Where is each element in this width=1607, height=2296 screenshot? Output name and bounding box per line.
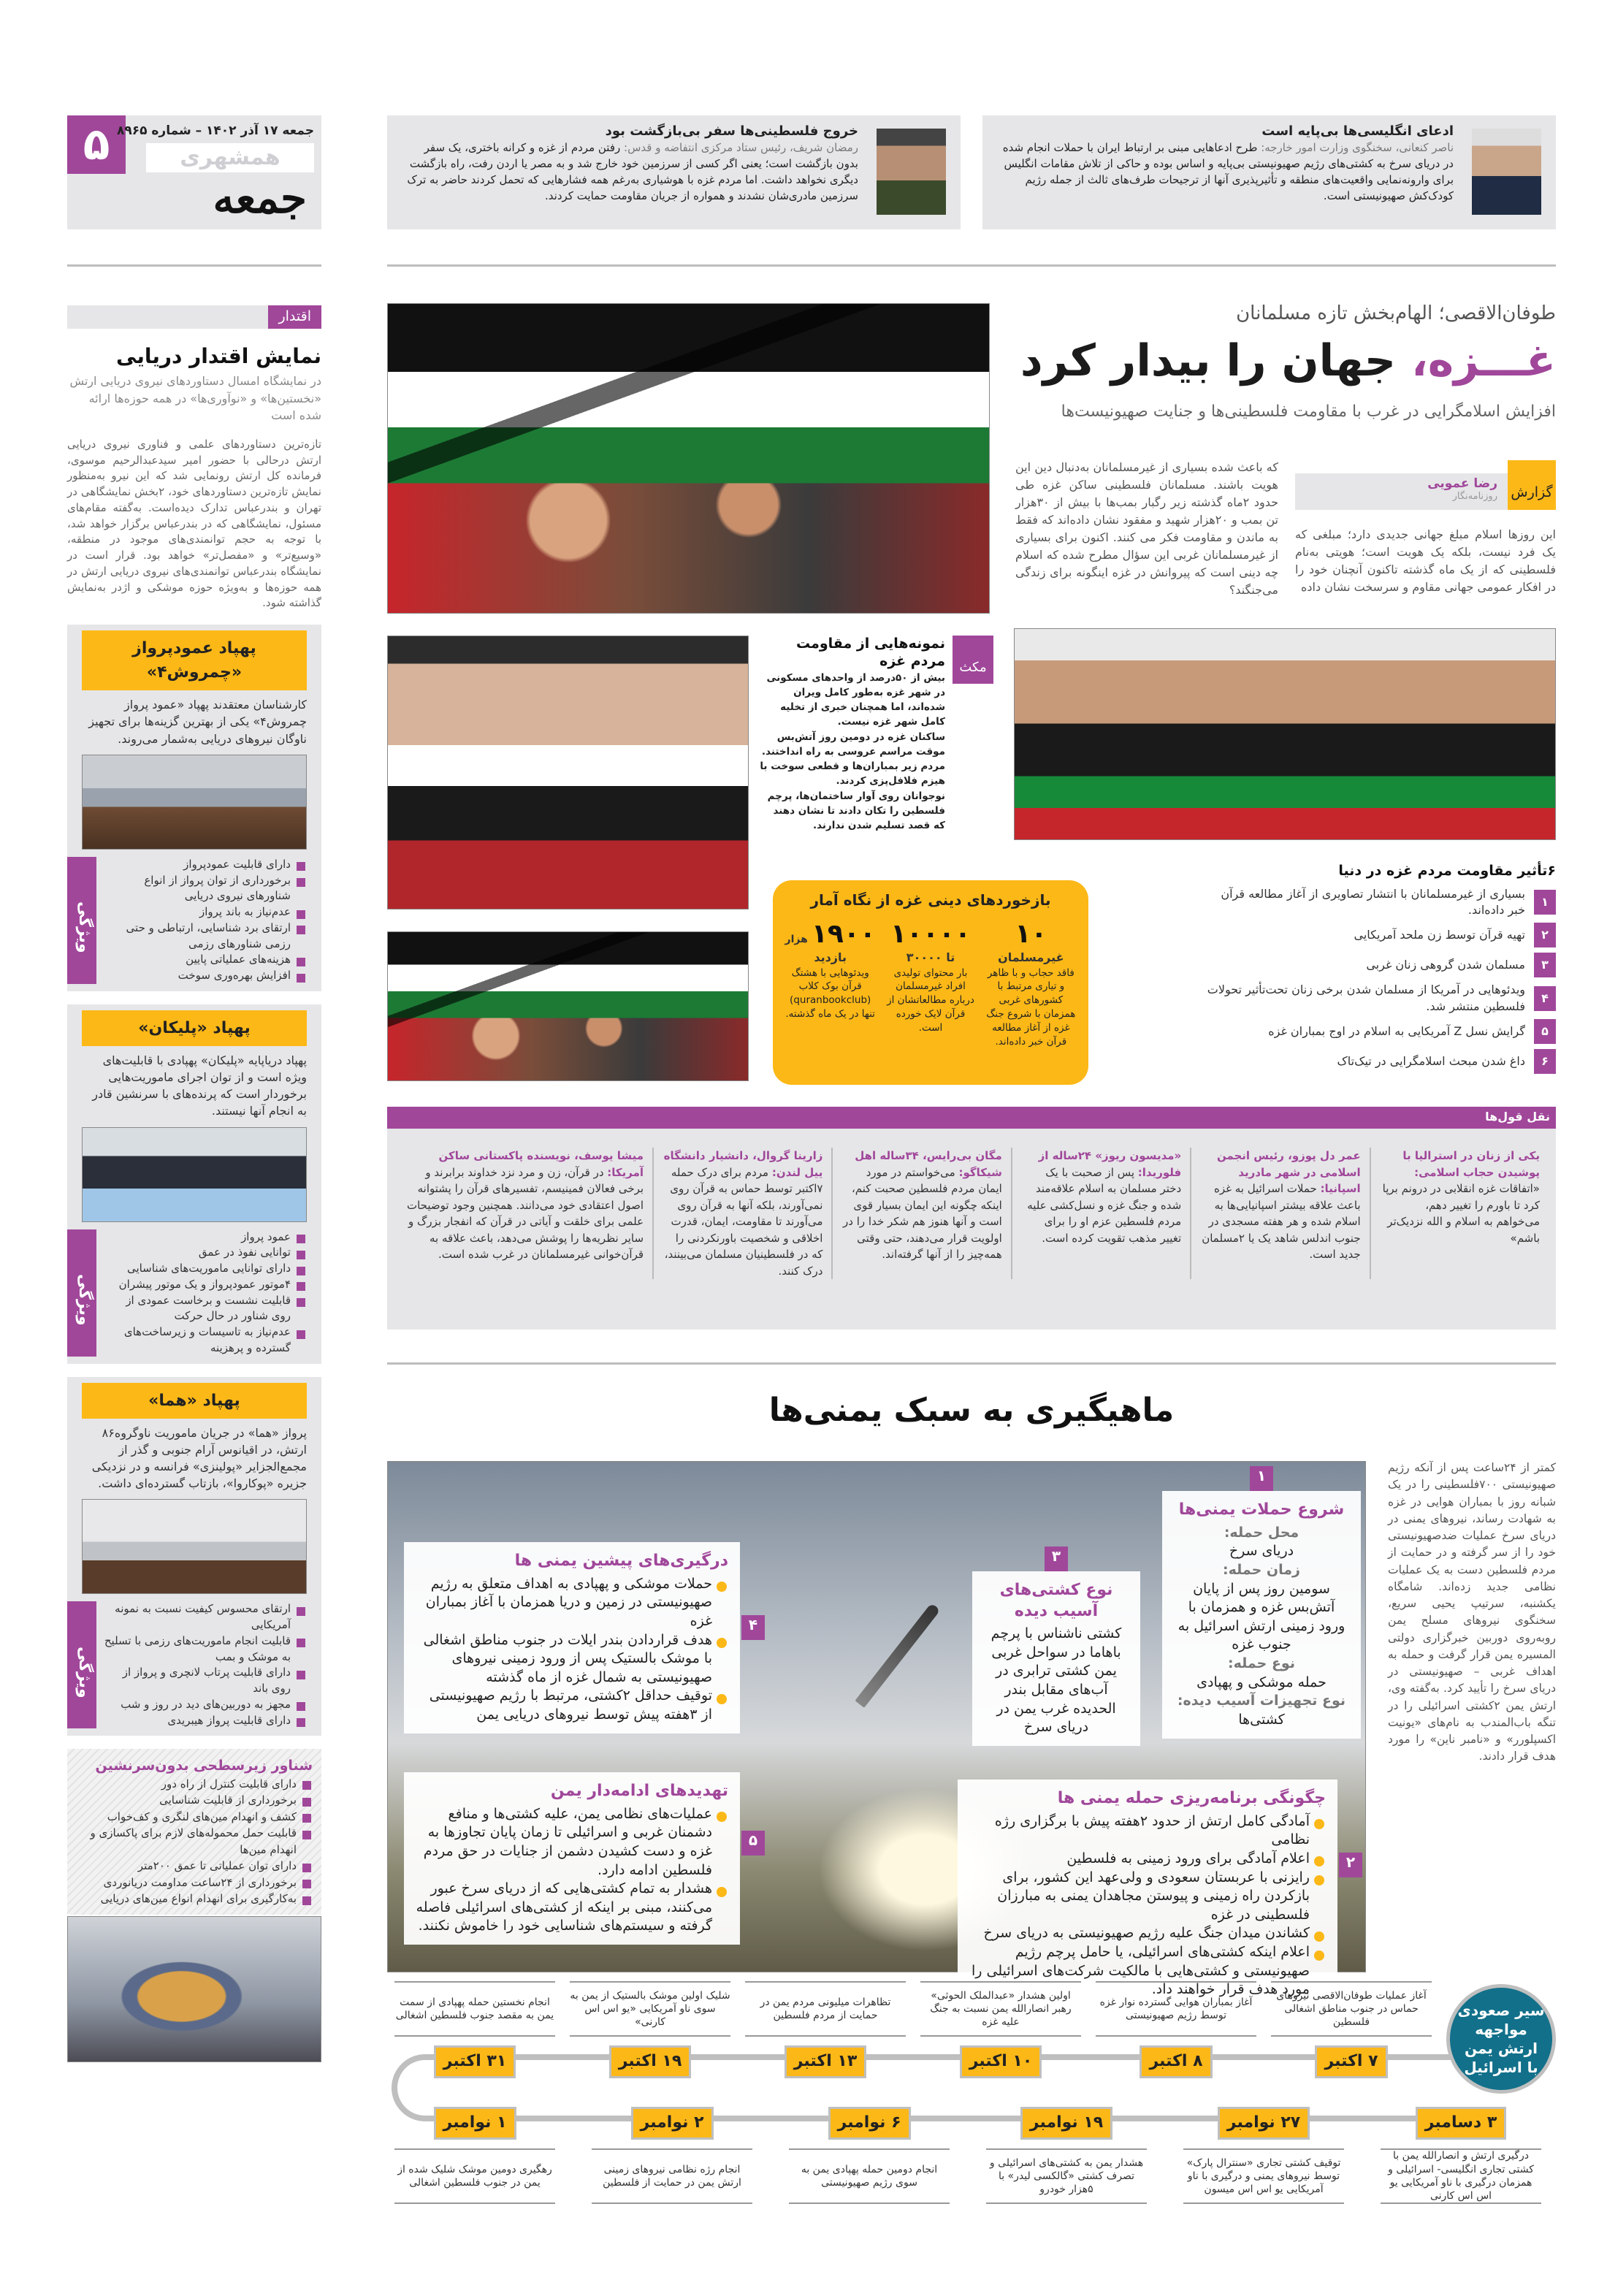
timeline-caption: انجام دومین حمله پهپادی یمن به سوی رژیم صهیونیستی — [789, 2148, 950, 2204]
effects-title: ۶تأثیر مقاومت مردم غزه در دنیا — [1338, 863, 1556, 879]
effect-number: ۱ — [1534, 890, 1556, 915]
sidebar-title: نمایش اقتدار دریایی — [116, 344, 321, 368]
box-list-item: هشدار به تمام کشتی‌هایی که از دریای سرخ عبور می‌کنند، مبنی بر اینکه از کشتی‌های اسرائیلی فاصله گرفته و سیستم‌های شناسایی خود را خاموش نکنند. — [416, 1880, 728, 1936]
timeline-caption: رهگیری دومین موشک شلیک شده از یمن در جنوب فلسطین اشغالی — [394, 2148, 555, 2204]
box-number: ۲ — [1339, 1853, 1362, 1877]
timeline-event — [745, 1981, 906, 2078]
timeline-caption: آغاز عملیات طوفان‌الاقصی نیروهای حماس در جنوب مناطق اشغالی فلسطین — [1271, 1981, 1432, 2037]
quotes-columns — [387, 1148, 1556, 1279]
box-title: پهپاد «هما» — [82, 1383, 307, 1419]
divider — [387, 264, 1556, 267]
timeline-event — [1096, 1981, 1256, 2078]
quote-author: «مدیسون ریوز» ۲۴ساله از فلوریدا: — [1038, 1149, 1182, 1179]
quote-author: عمر دل پوزو، رئیس انجمن اسلامی در شهر مادرید اسپانیا: — [1216, 1149, 1361, 1195]
timeline-event — [394, 1981, 555, 2078]
feature-item: توانایی نفوذ در عمق — [104, 1245, 307, 1261]
box-title: پهپاد «پلیکان» — [82, 1010, 307, 1046]
article-body-right: این روزها اسلام مبلغ جهانی جدیدی دارد؛ مبلغی که یک فرد نیست، بلکه یک هویت است؛ هویتی به‌نام فلسطینی که از یک ماه گذشته تاکنون آنچنان خود را در افکار عمومی جهانی مقاوم و سرسخت نشان داده — [1295, 527, 1556, 594]
drone-photo — [82, 1127, 307, 1222]
features-tab: ویژگی — [67, 1229, 96, 1357]
quote-text: حملات اسرائیل به غزه باعث علاقه بیشتر اسپانیایی‌ها به اسلام شده و هر هفته مسجدی در جنوب اندلس شاهد یک یا ۲مسلمان جدید است. — [1202, 1182, 1361, 1261]
timeline-date: ۱۹ اکتبر — [609, 2045, 692, 2078]
feature-item: دارای قابلیت عمودپرواز — [104, 857, 307, 873]
drone-box-homa — [67, 1377, 321, 1736]
pause-box — [760, 636, 993, 833]
quote-item — [1190, 1148, 1369, 1279]
value: کشتی‌ها — [1238, 1712, 1285, 1728]
info-box-5 — [404, 1772, 758, 1945]
effect-number: ۲ — [1534, 923, 1556, 947]
timeline-date: ۳ دسامبر — [1416, 2107, 1507, 2140]
stat-value: ۱۰ — [1015, 919, 1047, 949]
label: زمان حمله: — [1223, 1561, 1300, 1578]
timeline-caption: توقیف کشتی تجاری «سنترال پارک» توسط نیروهای یمنی و درگیری با ناو آمریکایی یو اس اس میسون — [1183, 2148, 1344, 2204]
feature-item: دارای قابلیت پرتاب لانچری و پرواز از روی باند — [104, 1665, 307, 1697]
feature-item: عدم‌نیاز به تاسیسات و زیرساخت‌های گسترده و پرهزینه — [104, 1324, 307, 1357]
feature-item: برخورداری از قابلیت شناسایی — [76, 1792, 313, 1809]
top-news-left — [387, 115, 961, 229]
feature-item: ارتقای برد شناسایی، ارتباطی و حتی رزمی شناورهای رزمی — [104, 920, 307, 953]
protest-photo-crowd — [387, 931, 749, 1081]
box-list — [969, 1812, 1326, 1999]
features-tab: ویژگی — [67, 857, 96, 984]
timeline-event — [789, 2107, 950, 2204]
stat-item — [783, 920, 877, 1049]
quote-item — [1011, 1148, 1190, 1279]
author-role: روزنامه‌نگار — [1452, 491, 1497, 503]
pause-item: نوجوانان روی آوار ساختمان‌ها، پرچم فلسطین را تکان دادند تا نشان دهند که قصد تسلیم شدن ندارند. — [767, 790, 945, 831]
timeline-caption: انجام رژه نظامی نیروهای زمینی ارتش یمن در حمایت از فلسطین — [592, 2148, 752, 2204]
stat-value: ۱۰۰۰۰ — [890, 919, 971, 949]
feature-item: قابلیت انجام ماموریت‌های رزمی با تسلیح به موشک و بمب — [104, 1633, 307, 1666]
timeline-event — [920, 1981, 1081, 2078]
pause-title: نمونه‌هایی از مقاومت مردم غزه — [795, 636, 945, 669]
effect-number: ۶ — [1534, 1049, 1556, 1074]
info-box-3 — [972, 1547, 1140, 1746]
pause-item: ساکنان غزه در دومین روز آتش‌بس موقت مراسم عروسی به راه انداختند. — [761, 731, 945, 758]
timeline-event — [1183, 2107, 1344, 2204]
drone-photo — [82, 1499, 307, 1594]
timeline-event — [1381, 2107, 1541, 2204]
feature-item: قابلیت حمل محموله‌های لازم برای پاکسازی و انهدام مین‌ها — [76, 1825, 313, 1858]
headline-block — [1015, 300, 1556, 424]
underwater-box — [67, 1749, 321, 1915]
box-number: ۳ — [1045, 1546, 1068, 1571]
timeline-caption: هشدار یمن به کشتی‌های اسرائیلی و تصرف کشتی «گالکسی لیدر» با ۵هزار خودرو — [986, 2148, 1147, 2204]
paper-logo: همشهری — [146, 143, 314, 172]
pause-item: مردم زیر بمباران‌ها و قطعی سوخت با هیزم فلافل‌پزی کردند. — [760, 760, 945, 787]
box-title: چگونگی برنامه‌ریزی حمله یمنی ها — [1057, 1789, 1326, 1807]
news-title: خروج فلسطینی‌ها سفر بی‌بازگشت بود — [605, 123, 858, 139]
effect-text: داغ شدن مبحث اسلامگرایی در تیک‌تاک — [1337, 1054, 1525, 1069]
page-number: ۵ — [67, 115, 126, 174]
author-name: رضا عمویی — [1427, 476, 1497, 491]
quote-item — [394, 1148, 652, 1279]
stat-value: ۱۹۰۰ — [811, 919, 876, 949]
feature-item: دارای قابلیت پرواز هیبریدی — [104, 1713, 307, 1729]
photo-kanani — [1472, 129, 1541, 215]
timeline-caption: شلیک اولین موشک بالستیک از یمن به سوی ناو آمریکایی «یو اس اس کارنی» — [570, 1981, 730, 2037]
stat-item — [984, 920, 1078, 1049]
box-list-item: توقیف حداقل ۲کشتی، مرتبط با رژیم صهیونیستی از ۳هفته پیش توسط نیروهای دریایی یمن — [416, 1687, 728, 1724]
box-list-item: عملیات‌های نظامی یمن، علیه کشتی‌ها و منافع دشمنان غربی و اسرائیلی تا زمان پایان تجاوزها به غزه و دست کشیدن دشمن از جنایات در حق مردم فلسطین ادامه دارد. — [416, 1805, 728, 1880]
label: نوع حمله: — [1228, 1655, 1295, 1672]
quote-text: مردم برای درک حمله ۷اکتبر توسط حماس به قرآن روی نمی‌آورند، بلکه آنها به قرآن روی می‌آورند تا مقاومت، ایمان، قدرت اخلاقی و شخصیت باورنکردنی را که در فلسطینیان مسلمان می‌بینند، درک کنند. — [664, 1165, 823, 1278]
yemen-body: کمتر از ۲۴ساعت پس از آنکه رژیم صهیونیستی ۷۰۰فلسطینی را در یک شبانه روز با بمباران هوایی در غزه به شهادت رساند، نیروهای یمنی در دریای سرخ عملیات ضدصهیونیستی خود را از سر گرفته و در حمایت از مردم فلسطین دست به یک عملیات نظامی جدید زده‌اند. شامگاه یکشنبه، سرتیپ یحیی سریع، سخنگوی نیروهای مسلح یمن روبه‌روی دوربین خبرگزاری دولتی المسیره یمن قرار گرفت و حمله به اهداف غربی – صهیونیستی در دریای سرخ را تأیید کرد. به‌گفته وی، ارتش یمن ۲کشتی اسرائیلی را در تنگه باب‌المندب به نام‌های «یونیت اکسپلورر» و «نامبر ناین» را مورد هدف قرار دادند. — [1388, 1461, 1556, 1763]
box-title: نوع کشتی‌های آسیب دیده — [999, 1581, 1113, 1620]
feature-item: دارای قابلیت کنترل از راه دور — [76, 1776, 313, 1793]
feature-item: دارای توان عملیاتی تا عمق ۲۰۰متر — [76, 1858, 313, 1874]
sidebar-lead: در نمایشگاه امسال دستاوردهای نیروی دریایی ارتش «نخستین‌ها» و «نوآوری‌ها» در همه حوزه‌ها ارائه شده است — [69, 374, 321, 422]
stat-item — [883, 920, 977, 1049]
sidebar-article — [67, 305, 321, 611]
box-number: ۱ — [1250, 1466, 1273, 1491]
drone-box-pelican — [67, 1004, 321, 1364]
box-list-item: رایزنی با عربستان سعودی و ولی‌عهد این کشور، برای بازکردن راه زمینی و پیوستن مجاهدان یمنی به مبارزان فلسطینی در غزه — [969, 1869, 1326, 1925]
missile-infographic — [387, 1461, 1366, 1998]
box-list-item: کشاندن میدان جنگ علیه رژیم صهیونیستی به دریای سرخ — [969, 1924, 1326, 1943]
stats-title: بازخوردهای دینی غزه از نگاه آمار — [810, 891, 1051, 909]
timeline-date: ۲ نوامبر — [631, 2107, 714, 2140]
protest-photo-main — [387, 303, 990, 614]
box-text: پرواز «هما» در جریان ماموریت ناوگروه۸۶ ارتش، در اقیانوس آرام جنوبی و گذر از مجمع‌الجزایر «پولینزی» فرانسه و در نزدیکی جزیره «پوکاروا»، بازتاب گسترده‌ای داشت. — [91, 1425, 307, 1491]
timeline-event — [592, 2107, 752, 2204]
divider — [67, 264, 321, 267]
headline-accent: غـــزه، — [1411, 335, 1556, 386]
quote-item — [652, 1148, 831, 1279]
kicker: طوفان‌الاقصی؛ الهام‌بخش تازه مسلمانان — [1236, 302, 1556, 324]
timeline-date: ۱۳ اکتبر — [785, 2045, 867, 2078]
timeline-title-text: سیر صعودی مواجهه ارتش یمن با اسرائیل — [1457, 2002, 1545, 2076]
stat-label: غیرمسلمان — [998, 950, 1064, 964]
timeline-event — [570, 1981, 730, 2078]
feature-item: برخورداری از توان پرواز از انواع شناورهای نیروی دریایی — [104, 873, 307, 905]
feature-item: کشف و انهدام مین‌های لنگری و کف‌خواب — [76, 1809, 313, 1826]
masthead — [67, 115, 321, 229]
drone-photo — [82, 755, 307, 850]
box-list — [416, 1805, 728, 1936]
headline-rest: جهان را بیدار کرد — [1020, 335, 1397, 386]
timeline-event — [1271, 1981, 1432, 2078]
pause-tag: مکث — [953, 636, 993, 684]
quote-text: می‌خواستم در مورد ایمان مردم فلسطین صحبت کنم، اینکه چگونه این ایمان بسیار قوی است و آنها هنوز هم شکر خدا را در اولویت قرار می‌دهند، حتی وقتی همه‌چیز را از آنها گرفته‌اند. — [843, 1165, 1002, 1261]
protest-photo-women — [387, 636, 749, 909]
effect-number: ۵ — [1534, 1019, 1556, 1044]
effect-item — [1205, 922, 1556, 948]
effect-item — [1205, 1048, 1556, 1075]
news-title: ادعای انگلیسی‌ها بی‌پایه است — [1261, 123, 1454, 139]
box-number: ۴ — [741, 1615, 765, 1640]
top-news-right — [982, 115, 1556, 229]
timeline-date: ۶ نوامبر — [828, 2107, 911, 2140]
quotes-tag: نقل قول‌ها — [1485, 1110, 1550, 1124]
article-body-left: که باعث شده بسیاری از غیرمسلمانان به‌دنبال دین این هویت باشند. مسلمانان فلسطینی ساکن غزه طی حدود ۲ماه گذشته زیر رگبار بمب‌ها با بیش از ۳۰هزار تن بمب و ۲۰هزار شهید و مفقود نشان داده‌اند که فقط به ماندن و مقاومت فکر می کنند. اکنون برای بسیاری از غیرمسلمانان غربی این سؤال مطرح شده که اسلام چه دینی است که پیروانش در غزه اینگونه برای زندگی می‌جنگند؟ — [1015, 460, 1278, 597]
effect-item — [1205, 952, 1556, 978]
quotes-section — [387, 1107, 1556, 1330]
info-box-2 — [958, 1780, 1356, 2008]
effect-text: مسلمان شدن گروهی زنان غربی — [1366, 958, 1525, 972]
feature-list — [104, 1601, 307, 1728]
timeline — [387, 1981, 1556, 2200]
timeline-caption: اولین هشدار «عبدالملک الحوثی» رهبر انصارالله یمن نسبت به جنگ علیه غزه — [920, 1981, 1081, 2037]
stat-text: فاقد حجاب و با ظاهر و تیاری مرتبط با کشورهای غربی همزمان با شروع جنگ غزه از آغاز مطالعه قرآن خبر داده‌اند. — [986, 966, 1076, 1048]
features-tab: ویژگی — [67, 1601, 96, 1728]
timeline-event — [394, 2107, 555, 2204]
effect-text: ویدئوهایی در آمریکا از مسلمان شدن برخی زنان تحت‌تأثیر تحولات فلسطین منتشر شد. — [1207, 983, 1525, 1013]
feature-item: به‌کارگیری برای انهدام انواع مین‌های دریایی — [76, 1891, 313, 1907]
box-list-item: هدف قراردادن بندر ایلات در جنوب مناطق اشغالی با موشک بالستیک پس از ورود زمینی نیروهای صهیونیستی به شمال غزه از ماه گذشته — [416, 1631, 728, 1687]
news-speaker: ناصر کنعانی، سخنگوی وزارت امور خارجه: — [1261, 141, 1454, 155]
divider — [387, 1362, 1556, 1365]
pause-items — [760, 671, 945, 834]
news-text: رفتن مردم از غزه و کرانه باختری، یک سفر بدون بازگشت است؛ یعنی اگر کسی از سرزمین خود خارج شد و به مصر یا اردن رفت، راه بازگشت دیگری نخواهد داشت. اما مردم غزه با هوشیاری به‌رغم همه فشارهایی که تحمل کردند حاضر به ترک سرزمین مادری‌شان نشدند و همواره از جریان مقاومت حمایت کردند. — [407, 141, 858, 202]
feature-list — [104, 1229, 307, 1357]
box-title: شروع حملات یمنی‌ها — [1178, 1500, 1345, 1519]
drone-box-chamrosh — [67, 625, 321, 991]
effect-item — [1205, 982, 1556, 1015]
effect-text: بسیاری از غیرمسلمانان با انتشار تصاویری از آغاز مطالعه قرآن خبر داده‌اند. — [1221, 886, 1525, 918]
timeline-title — [1446, 1984, 1556, 2094]
effect-text: گرایش نسل Z آمریکایی به اسلام در اوج بمباران غزه — [1268, 1024, 1525, 1039]
protest-photo-right — [1014, 628, 1556, 840]
box-text: کارشناسان معتقدند پهپاد «عمود پرواز چمروش۴» یکی از بهترین گزینه‌ها برای تجهیز ناوگان نیروهای دریایی به‌شمار می‌روند. — [88, 698, 307, 746]
feature-item: دارای توانایی ماموریت‌های شناسایی — [104, 1261, 307, 1277]
stat-label: بازدید — [814, 950, 847, 964]
box-list-item: اعلام اینکه کشتی‌های اسرائیلی، یا حامل پرچم رژیم صهیونیستی و کشتی‌هایی با مالکیت شرکت‌های اسرائیلی را مورد هدف قرار خواهند داد. — [969, 1943, 1326, 1999]
info-box-4 — [404, 1542, 758, 1734]
feature-list — [104, 857, 307, 984]
effect-text: تهیه قرآن توسط زن ملحد آمریکایی — [1354, 928, 1525, 942]
value: حمله موشکی و پهپادی — [1196, 1674, 1327, 1690]
box-list-item: اعلام آمادگی برای ورود زمینی به فلسطین — [969, 1850, 1326, 1869]
box-list — [416, 1575, 728, 1725]
timeline-event — [986, 2107, 1147, 2204]
feature-item: افزایش بهره‌وری سوخت — [104, 968, 307, 984]
effect-item — [1205, 886, 1556, 919]
box-title: پهپاد عمودپرواز «چمروش۴» — [82, 630, 307, 690]
box-text: پهپاد دریاپایه «پلیکان» پهپادی با قابلیت‌های ویژه است و از توان اجرای ماموریت‌هایی برخوردار است که پرنده‌های با سرنشین قادر به انجام آنها نیستند. — [92, 1053, 307, 1118]
info-box-1 — [1162, 1467, 1361, 1739]
subhead: افزایش اسلامگرایی در غرب با مقاومت فلسطینی‌ها و جنایت صهیونیست‌ها — [1061, 403, 1556, 421]
value: سومین روز پس از پایان آتش‌بس غزه و همزمان با ورود زمینی ارتش اسرائیل به جنوب غزه — [1177, 1580, 1345, 1653]
timeline-date: ۸ اکتبر — [1140, 2045, 1212, 2078]
timeline-caption: انجام نخستین حمله پهپادی از سمت یمن به مقصد جنوب فلسطین اشغالی — [394, 1981, 555, 2037]
box-list-item: حملات موشکی و پهپادی به اهداف متعلق به رژیم صهیونیستی در زمین و دریا همزمان با آغاز بمباران غزه — [416, 1575, 728, 1631]
feature-item: برخورداری از ۲۴ساعت مداومت دریانوردی — [76, 1874, 313, 1891]
sidebar-body: تازه‌ترین دستاوردهای علمی و فناوری نیروی دریایی ارتش درحالی با حضور امیر سیدعبدالرحیم موسوی، فرمانده کل ارتش رونمایی شد که این نیرو به‌منظور نمایش تازه‌ترین دستاوردهای خود، ۲بخش نمایشگاهی در تهران و بندرعباس تدارک دیده‌است. به‌گفته مقام‌های مسئول، نمایشگاهی که در بندرعباس برگزار خواهد شد، با توجه به حجم توانمندی‌های موجود در منطقه، «وسیع‌تر» و «مفصل‌تر» خواهد بود. قرار است در نمایشگاه بندرعباس توانمندی‌های نیروی دریایی ارتش در همه حوزه‌ها و به‌ویژه حوزه موشکی و اژدر به‌نمایش گذاشته شود. — [67, 437, 321, 610]
quote-author: مگان بی‌رایس، ۳۴ساله اهل شیکاگو: — [855, 1149, 1002, 1179]
quote-author: یکی از زنان در استرالیا با پوشیدن حجاب اسلامی: — [1402, 1149, 1540, 1179]
stat-text: بار محتوای تولیدی افراد غیرمسلمان درباره مطالعاتشان از قرآن لایک خورده است. — [887, 966, 974, 1034]
timeline-top-row — [394, 1981, 1432, 2078]
timeline-date: ۲۷ نوامبر — [1218, 2107, 1310, 2140]
stats-box — [773, 880, 1088, 1085]
timeline-date: ۱۹ نوامبر — [1020, 2107, 1112, 2140]
timeline-bottom-row — [394, 2107, 1541, 2204]
feature-item: ۴موتور عمودپرواز و یک موتور پیشران — [104, 1277, 307, 1293]
feature-list — [76, 1776, 313, 1907]
news-text: طرح ادعاهایی مبنی بر ارتباط ایران با حملات انجام شده در دریای سرخ به کشتی‌های رژیم صهیونیستی بی‌پایه و اساس بوده و حاکی از تلاش مقامات انگلیس برای وارونه‌نمایی واقعیت‌های منطقه و تأثیرپذیری آنها از ترجیحات طرف‌های ثالث از جمله رژیم کودک‌کش صهیونیستی است. — [1002, 141, 1454, 202]
timeline-caption: درگیری ارتش و انصارالله یمن با کشتی تجاری انگلیسی- اسرائیلی و همزمان درگیری با ناو آمریکایی یو اس اس کارنی — [1381, 2148, 1541, 2204]
quote-text: در قرآن، زن و مرد نزد خداوند برابرند و برخی فعالان فمینیسم، تفسیرهای قرآن را پشتوانه اصول اعتقادی خود می‌دانند. همچنین وجود توضیحات علمی برای خلقت و آیاتی در قرآن که انفجار بزرگ و سایر نظریه‌ها را پوشش می‌دهد، باعث علاقه به قرآن‌خوانی غیرمسلمانان در غرب شده است. — [406, 1165, 644, 1261]
pause-item: بیش از ۵۰درصد از واحدهای مسکونی در شهر غزه به‌طور کامل ویران شده‌اند، اما همچنان خبری از تخلیه کامل شهر غزه نیست. — [766, 671, 945, 728]
stat-text: ویدئوهایی با هشتگ قرآن بوک کلاب (quranbookclub) تنها در یک ماه گذشته. — [785, 966, 875, 1021]
photo-sharif — [877, 129, 946, 215]
timeline-caption: آغاز بمباران هوایی گسترده نوار غزه توسط رژیم صهیونیستی — [1096, 1981, 1256, 2037]
feature-item: عدم‌نیاز به باند پرواز — [104, 904, 307, 920]
box-list-item: آمادگی کامل ارتش از حدود ۲هفته پیش با برگزاری رژه نظامی — [969, 1812, 1326, 1850]
timeline-caption: تظاهرات میلیونی مردم یمن در حمایت از مردم فلسطین — [745, 1981, 906, 2037]
missile-icon — [855, 1603, 940, 1708]
box-title: شناور زیرسطحی بدون‌سرنشین — [95, 1758, 313, 1774]
news-speaker: رمضان شریف، رئیس ستاد مرکزی انتفاضه و قدس: — [624, 141, 858, 155]
feature-item: عمود پرواز — [104, 1229, 307, 1246]
stat-unit: هزار — [785, 934, 808, 945]
box-number: ۵ — [741, 1831, 765, 1856]
timeline-date: ۱ نوامبر — [434, 2107, 516, 2140]
byline — [1295, 473, 1556, 510]
quote-item — [831, 1148, 1010, 1279]
section-tag: اقتدار — [268, 305, 321, 329]
report-tag: گزارش — [1508, 460, 1556, 510]
effect-item — [1205, 1018, 1556, 1045]
sidebar — [67, 305, 321, 2062]
section-title: جمعه — [213, 173, 307, 223]
quote-author: میشا یوسف، نویسنده پاکستانی ساکن آمریکا: — [438, 1149, 644, 1179]
timeline-date: ۱۰ اکتبر — [960, 2045, 1042, 2078]
quote-item — [1370, 1148, 1549, 1279]
label: محل حمله: — [1224, 1524, 1299, 1541]
quote-text: «اتفاقات غزه انقلابی در درونم برپا کرد تا باورم را تغییر دهم، می‌خواهم به اسلام و الله نزدیک‌تر باشم» — [1382, 1182, 1540, 1245]
yemen-title: ماهیگیری به سبک یمنی‌ها — [768, 1392, 1175, 1429]
effect-number: ۴ — [1534, 986, 1556, 1011]
quote-author: زارینا گروال، دانشیار دانشگاه ییل لندن: — [663, 1149, 823, 1179]
timeline-date: ۷ اکتبر — [1315, 2045, 1387, 2078]
effects-list — [1205, 862, 1556, 1078]
box-title: درگیری‌های پیشین یمنی ها — [514, 1552, 728, 1570]
headline — [1015, 332, 1556, 389]
underwater-drone-photo — [67, 1916, 321, 2062]
effects-items — [1205, 886, 1556, 1075]
value: دریای سرخ — [1229, 1543, 1294, 1560]
feature-item: ارتقای محسوس کیفیت نسبت به نمونه آمریکایی — [104, 1601, 307, 1633]
timeline-date: ۳۱ اکتبر — [434, 2045, 516, 2078]
effect-number: ۳ — [1534, 953, 1556, 977]
box-title: تهدیدهای ادامه‌دار یمن — [550, 1782, 728, 1800]
feature-item: هزینه‌های عملیاتی پایین — [104, 952, 307, 968]
date-line: جمعه ۱۷ آذر ۱۴۰۲ – شماره ۸۹۶۵ — [116, 123, 314, 138]
label: نوع تجهیزات آسیب دیده: — [1177, 1693, 1346, 1709]
feature-item: قابلیت نشست و برخاست عمودی از روی شناور در حال حرکت — [104, 1293, 307, 1325]
feature-item: مجهز به دوربین‌های دید در روز و شب — [104, 1697, 307, 1713]
stat-label: تا ۳۰۰۰۰ — [906, 950, 955, 964]
quote-text: پس از صحبت با یک دختر مسلمان به اسلام علاقه‌مند شده و جنگ غزه و نسل‌کشی علیه مردم فلسطین عزم او را برای تغییر مذهب تقویت کرده است. — [1027, 1165, 1182, 1245]
box-text: کشتی ناشناس با پرچم باهاما در سواحل غربی یمن کشتی ترابری در آب‌های مقابل بندر الحدیده غرب یمن در دریای سرخ — [990, 1625, 1122, 1736]
